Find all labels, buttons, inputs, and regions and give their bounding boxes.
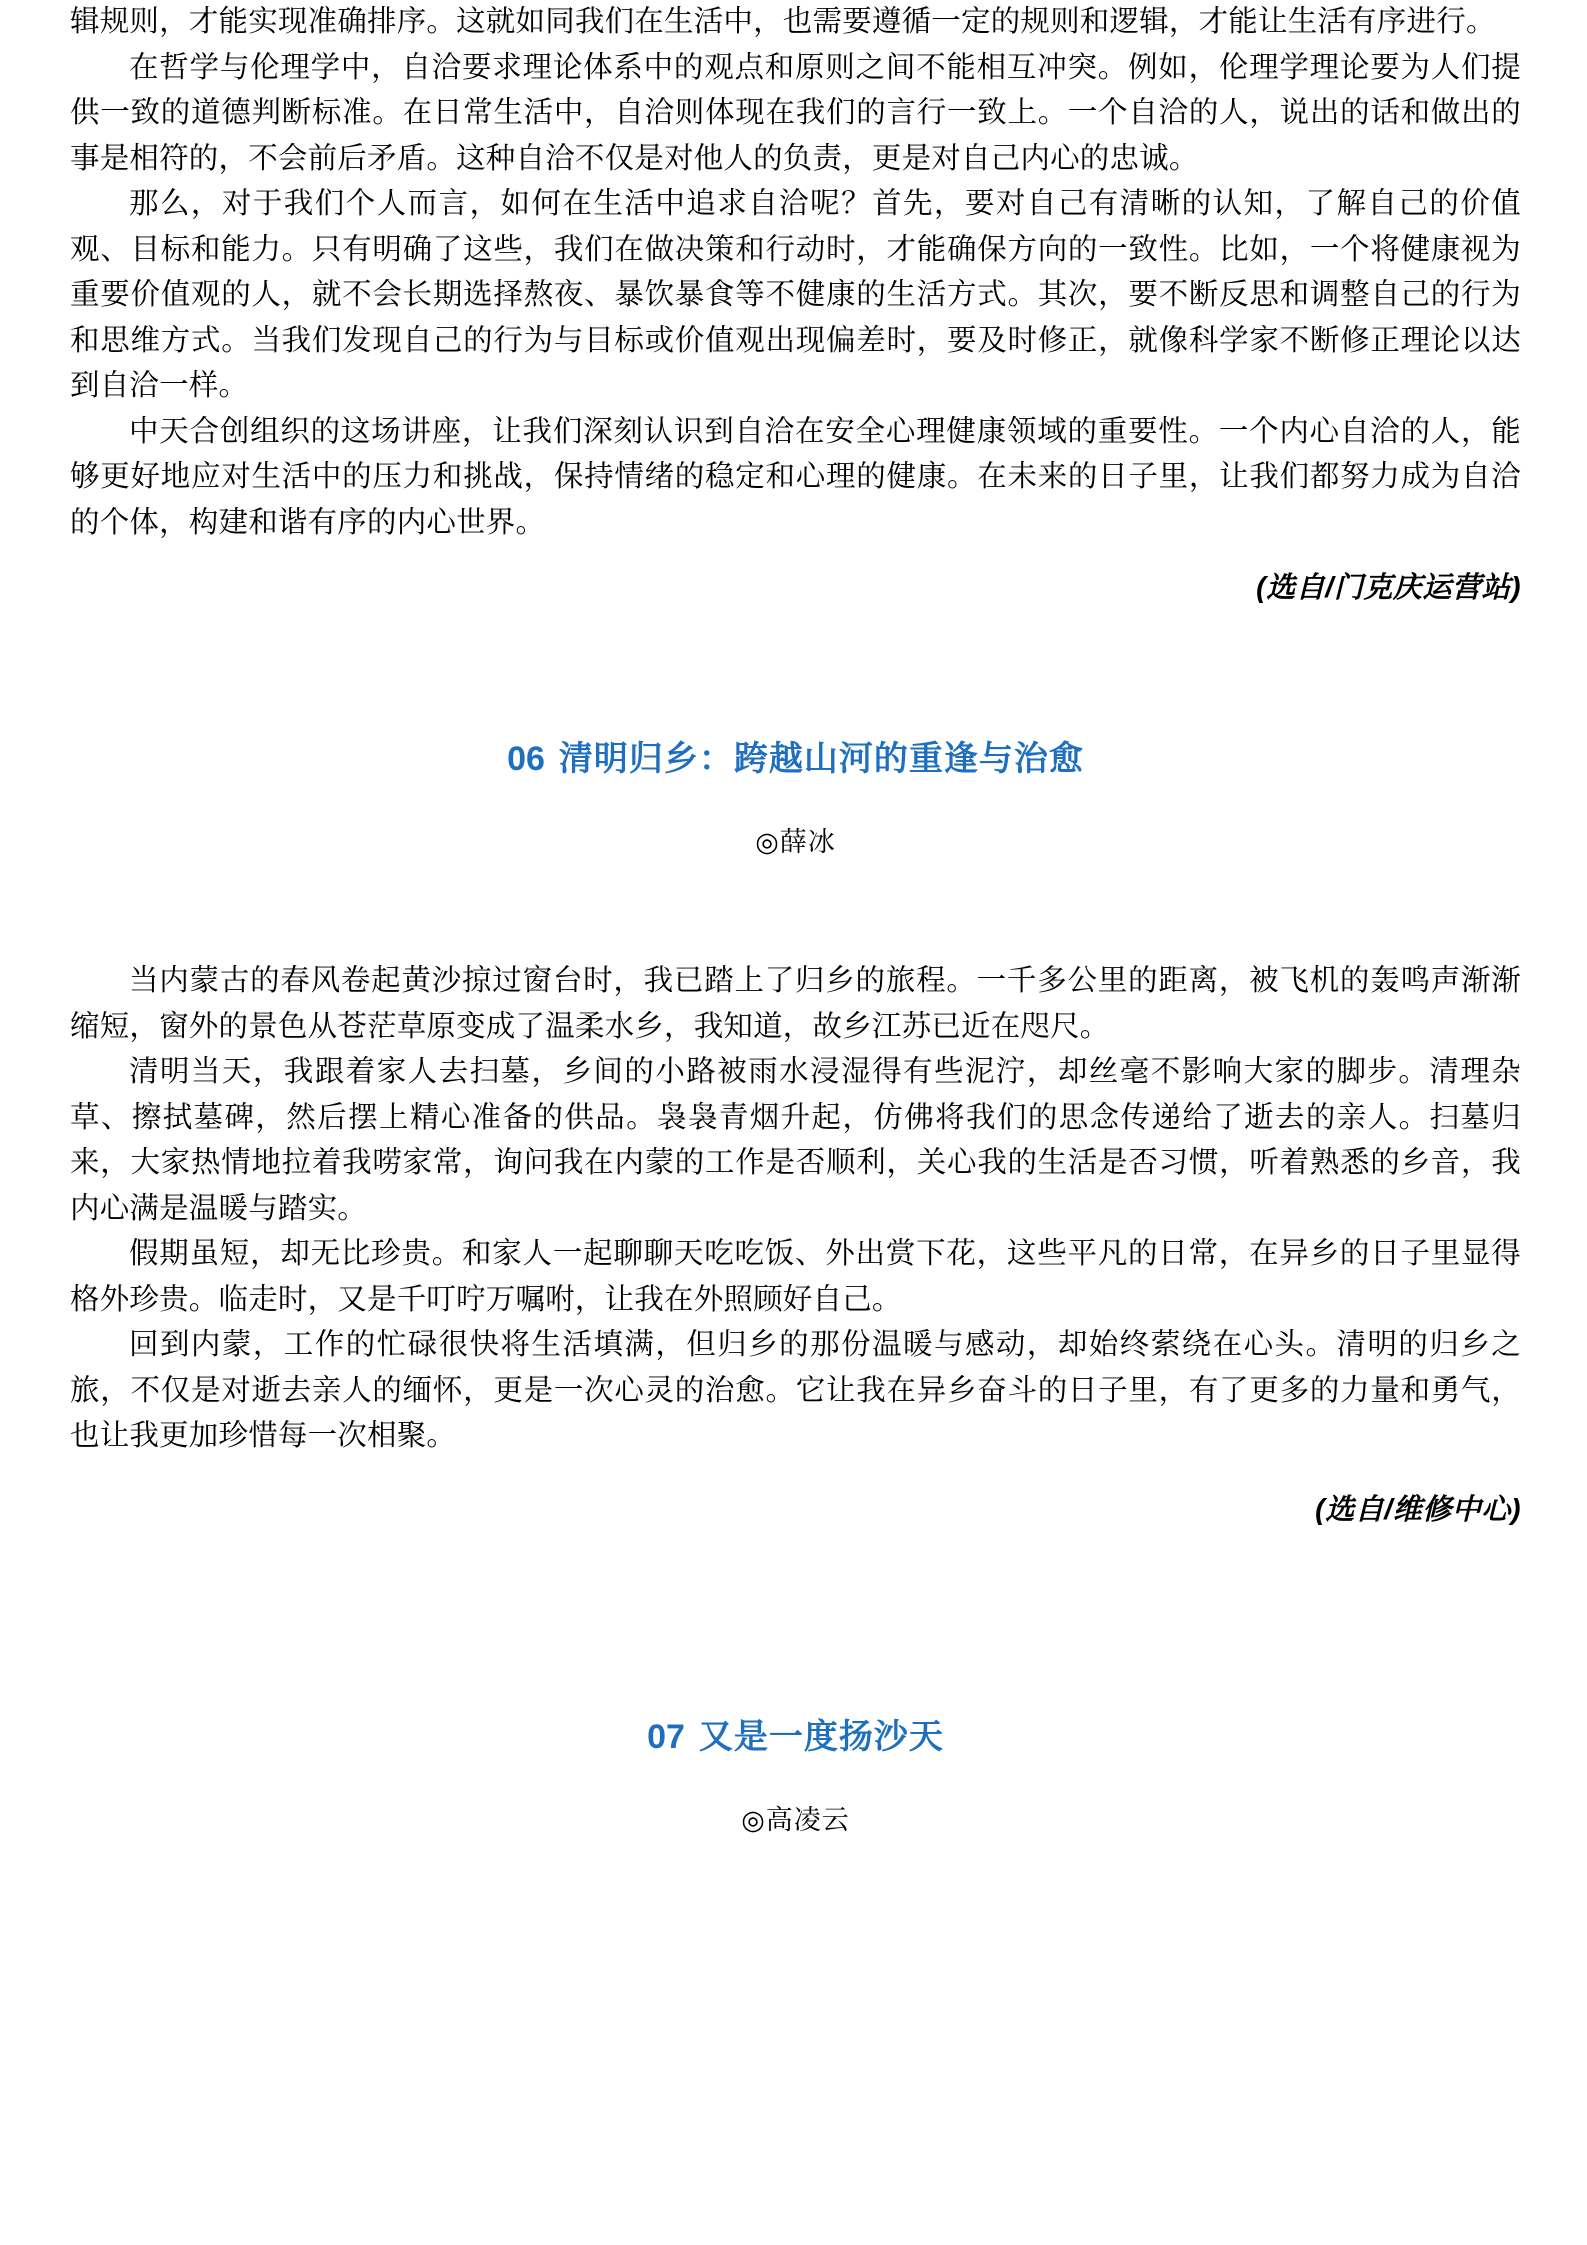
paragraph: 回到内蒙，工作的忙碌很快将生活填满，但归乡的那份温暖与感动，却始终萦绕在心头。清明的归乡之旅，不仅是对逝去亲人的缅怀，更是一次心灵的治愈。它让我在异乡奋斗的日子里，有了更多的力量和勇气，也让我更加珍惜每一次相聚。 [70,1329,1521,1452]
article-06-author: ◎薛冰 [755,827,836,857]
article-07-title [70,1709,1521,1758]
paragraph: 中天合创组织的这场讲座，让我们深刻认识到自洽在安全心理健康领域的重要性。一个内心自洽的人，能够更好地应对生活中的压力和挑战，保持情绪的稳定和心理的健康。在未来的日子里，让我们都努力成为自洽的个体，构建和谐有序的内心世界。 [70,415,1521,539]
article-05-body [70,0,1521,546]
paragraph: 辑规则，才能实现准确排序。这就如同我们在生活中，也需要遵循一定的规则和逻辑，才能让生活有序进行。 [70,6,1496,38]
article-06-body [70,959,1521,1460]
article-07-author: ◎高凌云 [741,1804,850,1835]
paragraph: 清明当天，我跟着家人去扫墓，乡间的小路被雨水浸湿得有些泥泞，却丝毫不影响大家的脚步。清理杂草、擦拭墓碑，然后摆上精心准备的供品。袅袅青烟升起，仿佛将我们的思念传递给了逝去的亲人。扫墓归来，大家热情地拉着我唠家常，询问我在内蒙的工作是否顺利，关心我的生活是否习惯，听着熟悉的乡音，我内心满是温暖与踏实。 [70,1056,1521,1225]
paragraph: 假期虽短，却无比珍贵。和家人一起聊聊天吃吃饭、外出赏下花，这些平凡的日常，在异乡的日子里显得格外珍贵。临走时，又是千叮咛万嘱咐，让我在外照顾好自己。 [70,1238,1521,1316]
article-06-title-text: 清明归乡：跨越山河的重逢与治愈 [558,740,1084,778]
article-07-number: 07 [647,1717,685,1756]
article-06-number: 06 [507,740,545,778]
article-05-source: (选自/门克庆运营站) [1256,572,1521,604]
paragraph: 在哲学与伦理学中，自洽要求理论体系中的观点和原则之间不能相互冲突。例如，伦理学理论要为人们提供一致的道德判断标准。在日常生活中，自洽则体现在我们的言行一致上。一个自洽的人，说出的话和做出的事是相符的，不会前后矛盾。这种自洽不仅是对他人的负责，更是对自己内心的忠诚。 [70,51,1521,175]
article-06-title [70,731,1521,780]
paragraph: 当内蒙古的春风卷起黄沙掠过窗台时，我已踏上了归乡的旅程。一千多公里的距离，被飞机的轰鸣声渐渐缩短，窗外的景色从苍茫草原变成了温柔水乡，我知道，故乡江苏已近在咫尺。 [70,965,1521,1043]
article-07-title-text: 又是一度扬沙天 [698,1717,944,1756]
paragraph: 那么，对于我们个人而言，如何在生活中追求自洽呢？首先，要对自己有清晰的认知，了解自己的价值观、目标和能力。只有明确了这些，我们在做决策和行动时，才能确保方向的一致性。比如，一个将健康视为重要价值观的人，就不会长期选择熬夜、暴饮暴食等不健康的生活方式。其次，要不断反思和调整自己的行为和思维方式。当我们发现自己的行为与目标或价值观出现偏差时，要及时修正，就像科学家不断修正理论以达到自洽一样。 [70,188,1521,402]
article-06-source: (选自/维修中心) [1315,1493,1521,1526]
